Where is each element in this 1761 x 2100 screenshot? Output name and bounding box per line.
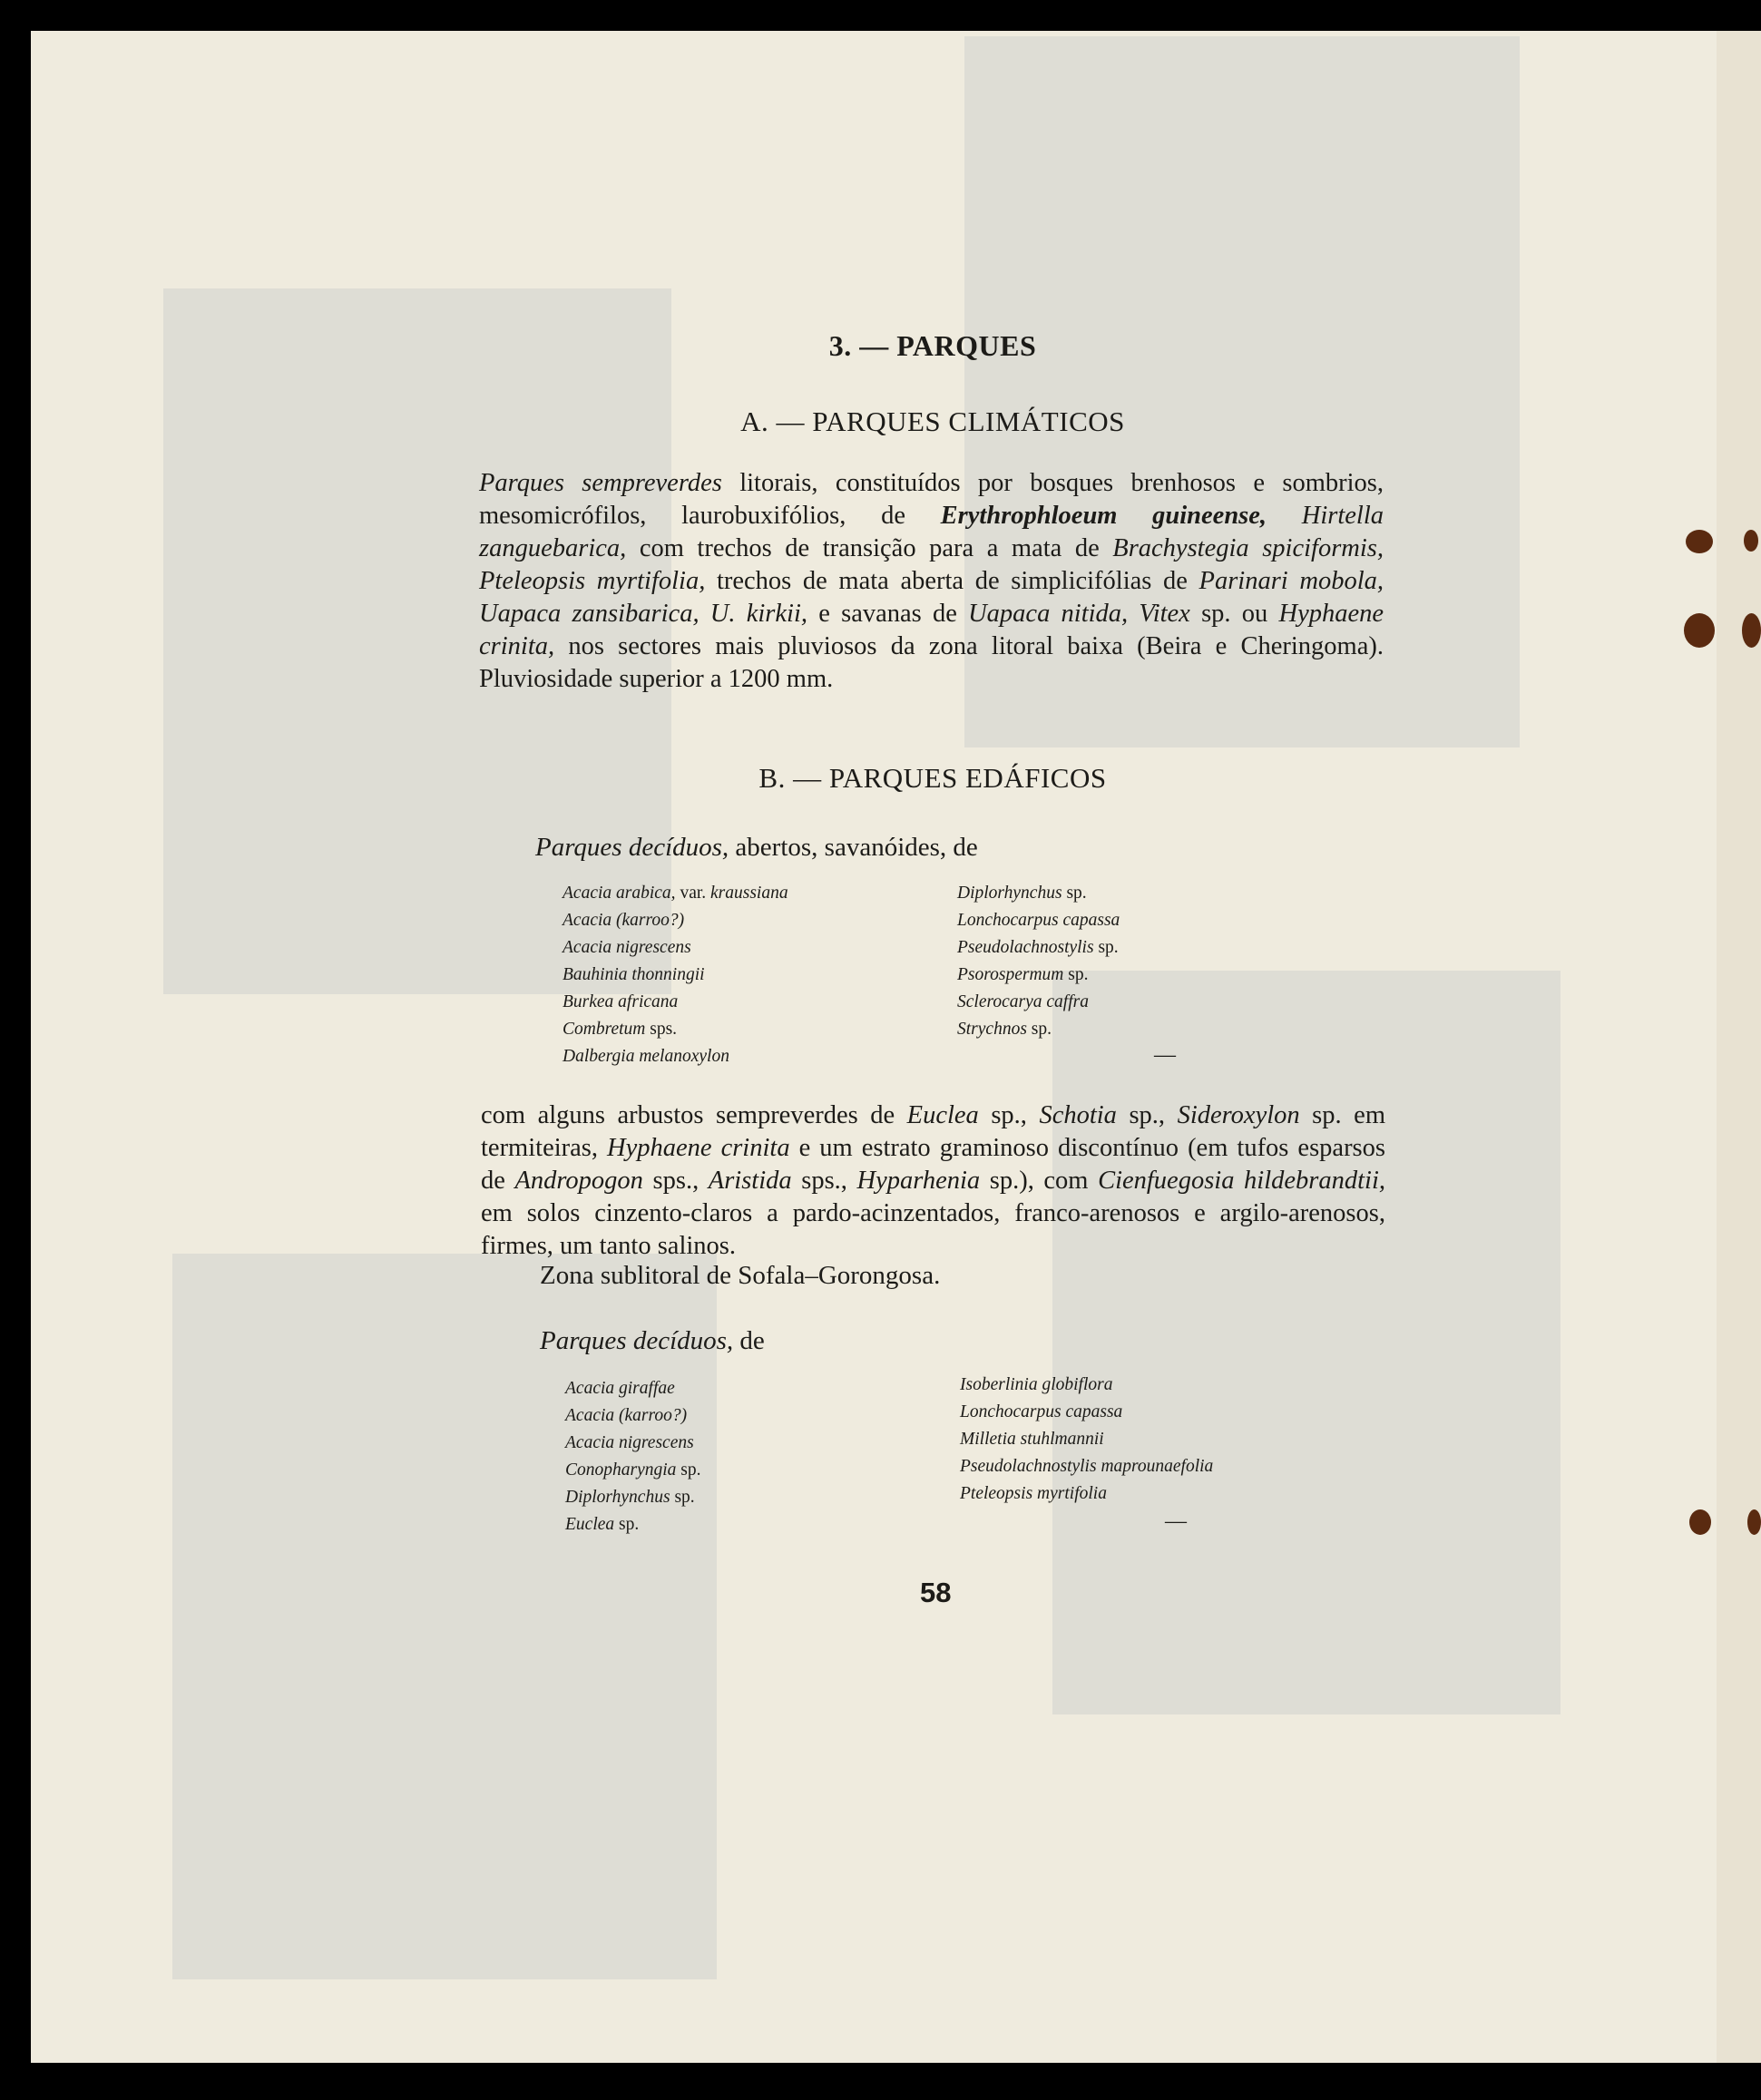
species-item <box>960 1453 1213 1480</box>
group-2-intro-italic: Parques decíduos, <box>540 1326 734 1355</box>
text-segment: e savanas de <box>807 600 969 628</box>
text-segment: Cienfuegosia hildebrandtii, <box>1098 1167 1386 1195</box>
species-qualifier: var. <box>675 884 711 903</box>
species-name: Combretum <box>563 1020 646 1039</box>
text-segment: Hyphaene crinita, <box>479 600 1384 660</box>
species-item <box>960 1399 1213 1426</box>
text-segment: Parques sempreverdes <box>479 469 722 497</box>
species-name: Strychnos <box>957 1020 1027 1039</box>
species-name: Acacia arabica, <box>563 884 676 903</box>
species-item <box>563 880 788 907</box>
species-name: Euclea <box>565 1515 615 1534</box>
species-name: Psorospermum <box>957 965 1064 984</box>
species-item <box>957 962 1120 989</box>
text-segment: Parinari mobola, Uapaca zansibarica, U. kirkii, <box>479 567 1384 628</box>
species-item <box>957 934 1120 962</box>
species-name: Burkea africana <box>563 992 679 1011</box>
species-item <box>565 1402 701 1430</box>
binding-hole <box>1684 613 1715 648</box>
group-1-intro-italic: Parques decíduos, <box>535 833 729 862</box>
species-name: Milletia stuhlmannii <box>960 1430 1104 1449</box>
group-2-intro <box>540 1326 765 1356</box>
group-1-description <box>481 1099 1385 1263</box>
species-item <box>563 934 788 962</box>
next-page-edge <box>1717 31 1761 2063</box>
species-name: Bauhinia thonningii <box>563 965 705 984</box>
binding-hole <box>1742 613 1761 648</box>
species-qualifier: sps. <box>645 1020 678 1039</box>
species-name: Acacia (karroo?) <box>563 911 685 930</box>
text-segment: e um estrato graminoso discontínuo (em tufos esparsos de <box>481 1134 1385 1195</box>
binding-hole <box>1686 530 1713 553</box>
species-name: Acacia nigrescens <box>565 1433 694 1452</box>
species-name: Acacia nigrescens <box>563 938 691 957</box>
species-item <box>957 989 1120 1016</box>
section-a-paragraph <box>479 467 1384 696</box>
species-name: Diplorhynchus <box>957 884 1062 903</box>
text-segment: Hyparhenia <box>856 1167 981 1195</box>
binding-hole <box>1744 530 1758 552</box>
text-segment: Brachystegia spiciformis, Pteleopsis myrtifolia, <box>479 534 1384 595</box>
text-segment: Hyphaene crinita <box>607 1134 790 1162</box>
species-item <box>563 1016 788 1043</box>
species-name: Acacia (karroo?) <box>565 1406 688 1425</box>
list-end-mark: — <box>1165 1509 1187 1533</box>
species-qualifier: sp. <box>676 1460 701 1480</box>
species-item <box>565 1375 701 1402</box>
text-segment: nos sectores mais pluviosos da zona litoral baixa (Beira e Cheringoma). Pluviosidade superior a 1200 mm. <box>479 632 1384 693</box>
list-end-mark: — <box>1154 1043 1176 1067</box>
group-1-species-right <box>957 880 1120 1043</box>
species-variety: kraussiana <box>710 884 788 903</box>
text-segment: Euclea <box>906 1101 979 1129</box>
species-item <box>960 1372 1213 1399</box>
species-item <box>957 880 1120 907</box>
group-2-intro-rest: de <box>733 1326 765 1355</box>
text-segment: litorais, constituídos por bosques brenhosos e sombrios, mesomicrófilos, laurobuxifólios, de <box>479 469 1384 530</box>
main-heading: 3. — PARQUES <box>828 329 1037 362</box>
binding-hole <box>1747 1509 1761 1535</box>
species-item <box>957 907 1120 934</box>
group-2-species-right <box>960 1372 1213 1508</box>
text-segment: sp. ou <box>1189 600 1279 628</box>
binding-hole <box>1689 1509 1711 1535</box>
text-segment: Sideroxylon <box>1177 1101 1300 1129</box>
text-segment: trechos de mata aberta de simplicifólias de <box>705 567 1199 595</box>
species-item <box>563 907 788 934</box>
species-item <box>957 1016 1120 1043</box>
group-1-intro-rest: abertos, savanóides, de <box>729 833 978 862</box>
section-b-heading: B. — PARQUES EDÁFICOS <box>758 762 1107 794</box>
species-name: Dalbergia melanoxylon <box>563 1047 729 1066</box>
text-segment: sp., <box>978 1101 1040 1129</box>
species-item <box>960 1480 1213 1508</box>
text-segment: Aristida <box>708 1167 792 1195</box>
text-segment: com alguns arbustos sempreverdes de <box>481 1101 907 1129</box>
show-through-image <box>1052 971 1560 1714</box>
group-1-species-left <box>563 880 788 1070</box>
text-segment: sp.), com <box>980 1167 1099 1195</box>
text-segment: Hirtella zanguebarica, <box>479 502 1384 562</box>
text-segment: Schotia <box>1039 1101 1117 1129</box>
group-2-species-left <box>565 1375 701 1538</box>
species-item <box>565 1430 701 1457</box>
page-number: 58 <box>920 1577 952 1608</box>
text-segment: Erythrophloeum guineense, <box>940 502 1267 530</box>
text-segment: sp., <box>1116 1101 1178 1129</box>
text-segment <box>1267 502 1302 530</box>
species-qualifier: sp. <box>1093 938 1119 957</box>
text-segment: sps., <box>642 1167 709 1195</box>
species-name: Acacia giraffae <box>565 1379 675 1398</box>
text-segment: sps., <box>791 1167 857 1195</box>
species-name: Diplorhynchus <box>565 1488 670 1507</box>
group-1-intro <box>535 833 978 863</box>
species-name: Pseudolachnostylis maprounaefolia <box>960 1457 1214 1476</box>
species-item <box>565 1457 701 1484</box>
species-qualifier: sp. <box>614 1515 640 1534</box>
species-qualifier: sp. <box>1061 884 1087 903</box>
species-name: Sclerocarya caffra <box>957 992 1089 1011</box>
text-segment: com trechos de transição para a mata de <box>626 534 1113 562</box>
section-a-heading: A. — PARQUES CLIMÁTICOS <box>740 405 1125 437</box>
species-item <box>563 989 788 1016</box>
species-name: Pseudolachnostylis <box>957 938 1094 957</box>
species-name: Lonchocarpus capassa <box>957 911 1120 930</box>
species-qualifier: sp. <box>670 1488 695 1507</box>
text-segment: sp. em termiteiras, <box>481 1101 1385 1162</box>
species-item <box>565 1484 701 1511</box>
show-through-image <box>172 1254 717 1979</box>
zone-text: Zona sublitoral de Sofala–Gorongosa. <box>540 1261 941 1290</box>
species-qualifier: sp. <box>1063 965 1089 984</box>
text-segment: Uapaca nitida, Vitex <box>968 600 1190 628</box>
species-name: Isoberlinia globiflora <box>960 1375 1113 1394</box>
species-name: Pteleopsis myrtifolia <box>960 1484 1107 1503</box>
species-name: Lonchocarpus capassa <box>960 1402 1123 1421</box>
species-qualifier: sp. <box>1026 1020 1052 1039</box>
text-segment: Andropogon <box>514 1167 643 1195</box>
species-item <box>563 962 788 989</box>
species-item <box>563 1043 788 1070</box>
text-segment: em solos cinzento-claros a pardo-acinzentados, franco-arenosos e argilo-arenosos, firmes, um tanto salinos. <box>481 1199 1385 1260</box>
species-item <box>960 1426 1213 1453</box>
species-item <box>565 1511 701 1538</box>
species-name: Conopharyngia <box>565 1460 677 1480</box>
